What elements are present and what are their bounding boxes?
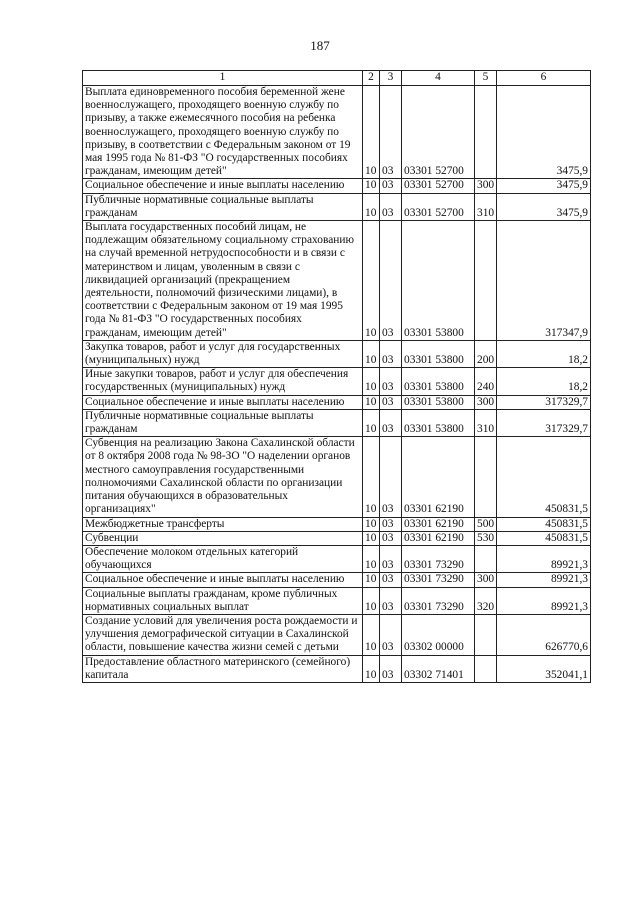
row-section: 10 xyxy=(363,395,380,409)
row-section: 10 xyxy=(363,340,380,367)
row-section: 10 xyxy=(363,437,380,517)
row-section: 10 xyxy=(363,86,380,179)
budget-table xyxy=(82,70,591,683)
table-row xyxy=(83,517,591,531)
row-subsection: 03 xyxy=(380,409,402,436)
row-name: Предоставление областного материнского (семейного) капитала xyxy=(83,655,363,682)
row-name: Социальные выплаты гражданам, кроме публичных нормативных социальных выплат xyxy=(83,587,363,614)
row-section: 10 xyxy=(363,221,380,341)
row-expense-type xyxy=(475,86,497,179)
row-expense-type xyxy=(475,545,497,572)
row-section: 10 xyxy=(363,179,380,193)
row-amount: 18,2 xyxy=(497,340,591,367)
row-amount: 89921,3 xyxy=(497,573,591,587)
row-target-code: 03301 52700 xyxy=(402,193,475,220)
row-target-code: 03301 53800 xyxy=(402,395,475,409)
table-row xyxy=(83,614,591,655)
header-col-1: 1 xyxy=(83,71,363,86)
row-name: Обеспечение молоком отдельных категорий обучающихся xyxy=(83,545,363,572)
row-amount: 450831,5 xyxy=(497,517,591,531)
row-name: Социальное обеспечение и иные выплаты населению xyxy=(83,395,363,409)
table-row xyxy=(83,368,591,395)
row-expense-type: 320 xyxy=(475,587,497,614)
table-row xyxy=(83,545,591,572)
row-expense-type xyxy=(475,221,497,341)
row-amount: 3475,9 xyxy=(497,193,591,220)
header-col-3: 3 xyxy=(380,71,402,86)
row-name: Создание условий для увеличения роста рождаемости и улучшения демографической ситуации в Сахалинской области, повышение качества жизни семей с детьми xyxy=(83,614,363,655)
row-name: Субвенция на реализацию Закона Сахалинской области от 8 октября 2008 года № 98-ЗО "О наделении органов местного самоуправления государственными полномочиями Сахалинской области по организации питания обучающихся в образовательных организациях" xyxy=(83,437,363,517)
row-subsection: 03 xyxy=(380,614,402,655)
row-target-code: 03302 00000 xyxy=(402,614,475,655)
row-target-code: 03301 73290 xyxy=(402,587,475,614)
table-row xyxy=(83,221,591,341)
row-subsection: 03 xyxy=(380,368,402,395)
row-subsection: 03 xyxy=(380,86,402,179)
row-name: Публичные нормативные социальные выплаты гражданам xyxy=(83,409,363,436)
row-section: 10 xyxy=(363,614,380,655)
row-subsection: 03 xyxy=(380,655,402,682)
row-amount: 18,2 xyxy=(497,368,591,395)
row-target-code: 03301 62190 xyxy=(402,531,475,545)
table-row xyxy=(83,395,591,409)
row-target-code: 03301 52700 xyxy=(402,86,475,179)
row-subsection: 03 xyxy=(380,573,402,587)
row-name: Выплата единовременного пособия беременной жене военнослужащего, проходящего военную службу по призыву, а также ежемесячного пособия на ребенка военнослужащего, проходящего военную службу по призыву, в соответствии с Федеральным законом от 19 мая 1995 года № 81-ФЗ "О государственных пособиях гражданам, имеющим детей" xyxy=(83,86,363,179)
row-target-code: 03301 53800 xyxy=(402,409,475,436)
row-subsection: 03 xyxy=(380,221,402,341)
table-row xyxy=(83,193,591,220)
table-row xyxy=(83,531,591,545)
row-expense-type xyxy=(475,437,497,517)
row-expense-type: 530 xyxy=(475,531,497,545)
row-expense-type: 240 xyxy=(475,368,497,395)
row-amount: 450831,5 xyxy=(497,531,591,545)
row-expense-type: 300 xyxy=(475,395,497,409)
row-amount: 317329,7 xyxy=(497,409,591,436)
table-header-row xyxy=(83,71,591,86)
row-amount: 626770,6 xyxy=(497,614,591,655)
row-expense-type: 310 xyxy=(475,193,497,220)
row-target-code: 03301 53800 xyxy=(402,221,475,341)
row-name: Социальное обеспечение и иные выплаты населению xyxy=(83,573,363,587)
row-subsection: 03 xyxy=(380,531,402,545)
table-row xyxy=(83,86,591,179)
header-col-6: 6 xyxy=(497,71,591,86)
row-amount: 317347,9 xyxy=(497,221,591,341)
row-target-code: 03301 73290 xyxy=(402,545,475,572)
row-section: 10 xyxy=(363,368,380,395)
row-target-code: 03301 53800 xyxy=(402,368,475,395)
row-target-code: 03302 71401 xyxy=(402,655,475,682)
row-amount: 317329,7 xyxy=(497,395,591,409)
row-target-code: 03301 52700 xyxy=(402,179,475,193)
row-target-code: 03301 62190 xyxy=(402,437,475,517)
row-amount: 89921,3 xyxy=(497,545,591,572)
row-target-code: 03301 73290 xyxy=(402,573,475,587)
row-expense-type: 500 xyxy=(475,517,497,531)
row-amount: 352041,1 xyxy=(497,655,591,682)
row-subsection: 03 xyxy=(380,179,402,193)
row-subsection: 03 xyxy=(380,193,402,220)
row-expense-type: 310 xyxy=(475,409,497,436)
row-section: 10 xyxy=(363,193,380,220)
row-name: Иные закупки товаров, работ и услуг для обеспечения государственных (муниципальных) нужд xyxy=(83,368,363,395)
row-section: 10 xyxy=(363,587,380,614)
header-col-2: 2 xyxy=(363,71,380,86)
row-subsection: 03 xyxy=(380,395,402,409)
row-subsection: 03 xyxy=(380,437,402,517)
row-subsection: 03 xyxy=(380,587,402,614)
row-name: Социальное обеспечение и иные выплаты населению xyxy=(83,179,363,193)
row-section: 10 xyxy=(363,573,380,587)
row-target-code: 03301 53800 xyxy=(402,340,475,367)
row-amount: 3475,9 xyxy=(497,86,591,179)
header-col-4: 4 xyxy=(402,71,475,86)
row-expense-type: 200 xyxy=(475,340,497,367)
table-row xyxy=(83,437,591,517)
row-subsection: 03 xyxy=(380,545,402,572)
table-row xyxy=(83,340,591,367)
row-expense-type xyxy=(475,655,497,682)
table-row xyxy=(83,587,591,614)
row-name: Субвенции xyxy=(83,531,363,545)
row-expense-type: 300 xyxy=(475,573,497,587)
row-name: Публичные нормативные социальные выплаты гражданам xyxy=(83,193,363,220)
row-amount: 3475,9 xyxy=(497,179,591,193)
row-amount: 450831,5 xyxy=(497,437,591,517)
header-col-5: 5 xyxy=(475,71,497,86)
row-name: Выплата государственных пособий лицам, не подлежащим обязательному социальному страхованию на случай временной нетрудоспособности и в связи с материнством и лицам, уволенным в связи с ликвидацией организаций (прекращением деятельности, полномочий физическими лицами), в соответствии с Федеральным законом от 19 мая 1995 года № 81-ФЗ "О государственных пособиях гражданам, имеющим детей" xyxy=(83,221,363,341)
table-row xyxy=(83,573,591,587)
row-section: 10 xyxy=(363,531,380,545)
row-name: Закупка товаров, работ и услуг для государственных (муниципальных) нужд xyxy=(83,340,363,367)
row-subsection: 03 xyxy=(380,517,402,531)
row-amount: 89921,3 xyxy=(497,587,591,614)
row-section: 10 xyxy=(363,655,380,682)
table-row xyxy=(83,655,591,682)
row-expense-type xyxy=(475,614,497,655)
row-section: 10 xyxy=(363,545,380,572)
row-subsection: 03 xyxy=(380,340,402,367)
table-row xyxy=(83,409,591,436)
row-section: 10 xyxy=(363,517,380,531)
row-section: 10 xyxy=(363,409,380,436)
row-name: Межбюджетные трансферты xyxy=(83,517,363,531)
page-number: 187 xyxy=(310,38,330,53)
table-row xyxy=(83,179,591,193)
row-expense-type: 300 xyxy=(475,179,497,193)
row-target-code: 03301 62190 xyxy=(402,517,475,531)
